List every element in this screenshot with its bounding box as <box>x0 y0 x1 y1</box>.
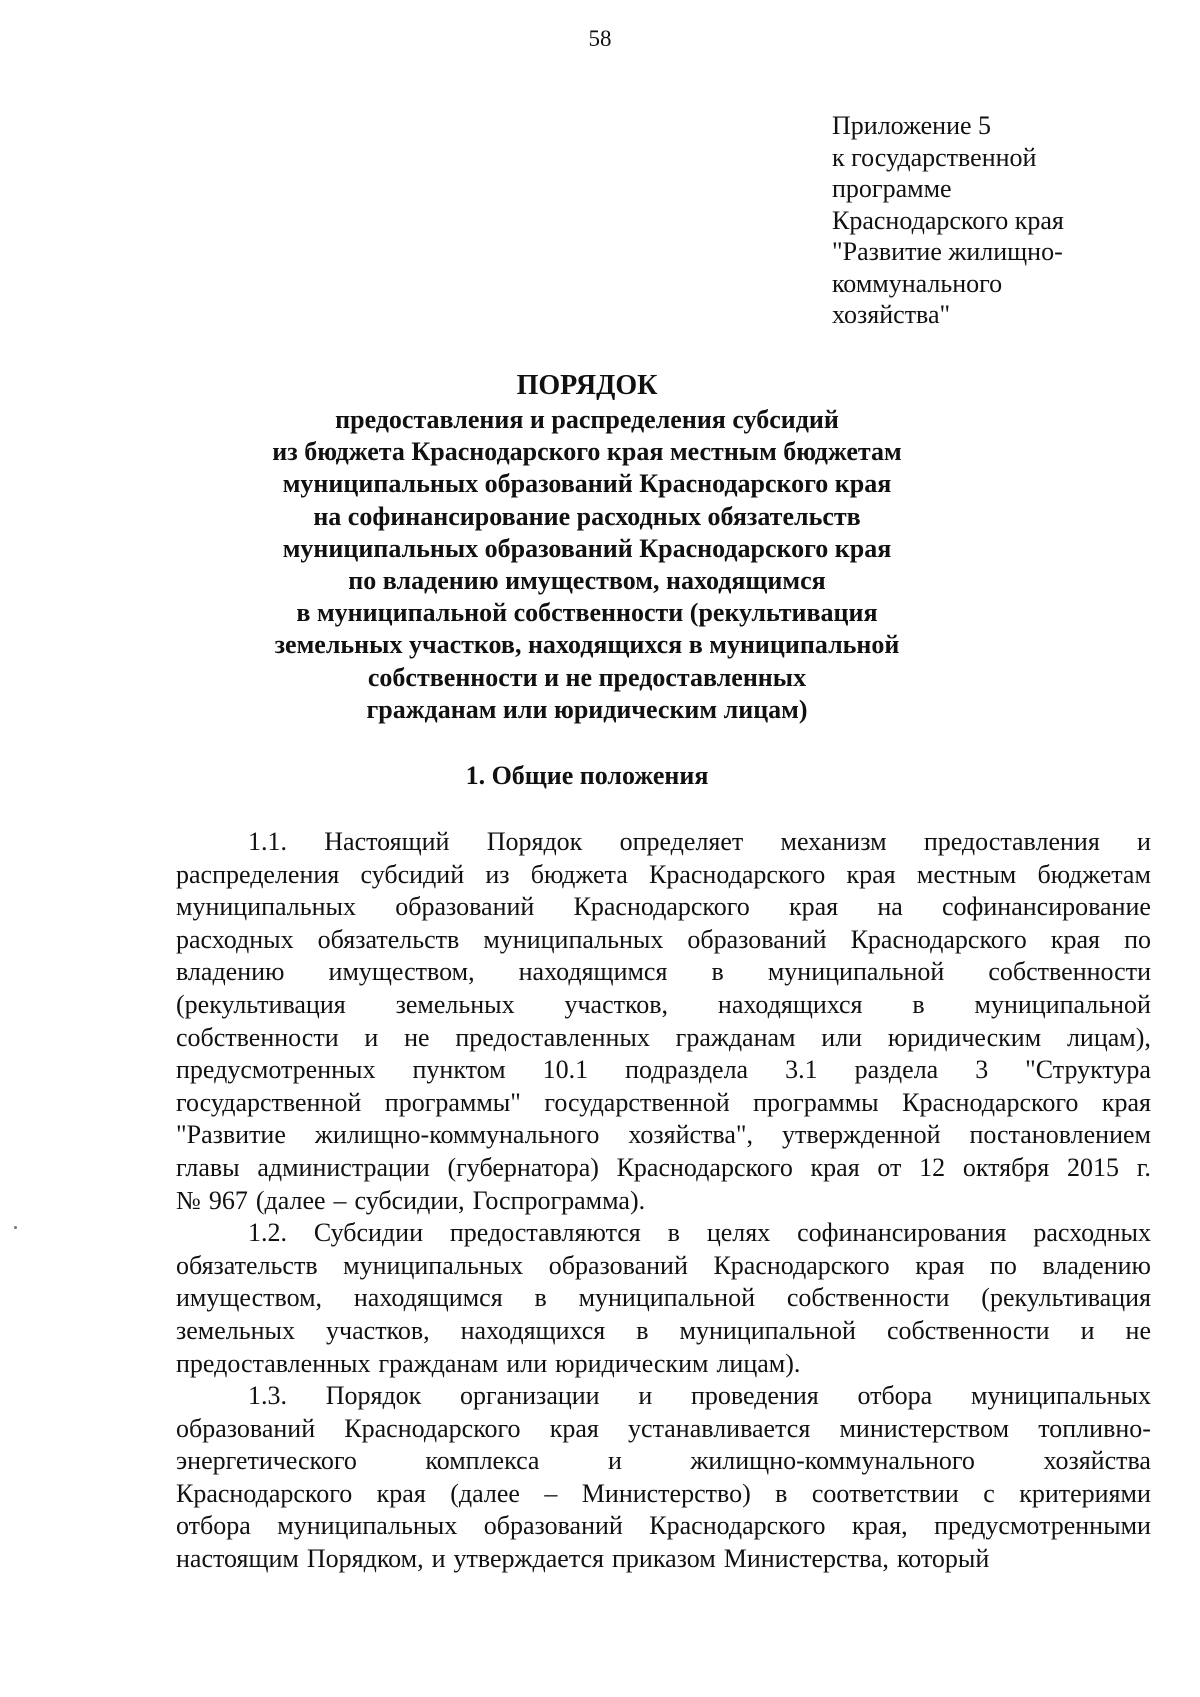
word: муниципальных <box>343 1250 524 1280</box>
word: устанавливается <box>628 1413 811 1443</box>
word: муниципальной <box>679 1315 856 1345</box>
appendix-line: Приложение 5 <box>832 111 992 140</box>
word: октября <box>962 1152 1050 1182</box>
word: края <box>846 859 896 889</box>
text-line <box>176 891 1151 924</box>
text-line <box>248 826 1151 859</box>
text-line <box>176 956 1151 989</box>
title-line: в муниципальной собственности (рекультивация <box>296 598 878 628</box>
word: муниципальной <box>974 989 1151 1019</box>
word: Краснодарского <box>344 1413 521 1443</box>
word: раздела <box>854 1055 939 1085</box>
word: имуществом, <box>328 957 475 987</box>
word: края, <box>851 1511 908 1541</box>
word: комплекса <box>425 1446 540 1476</box>
word: хозяйства", <box>628 1120 754 1150</box>
text-line <box>176 1282 1151 1315</box>
word: топливно- <box>1038 1413 1151 1443</box>
word: не <box>1125 1315 1151 1345</box>
title-line: гражданам или юридическим лицам) <box>366 694 808 724</box>
word: подраздела <box>625 1055 749 1085</box>
word: 3 <box>975 1055 989 1085</box>
word: программы" <box>384 1087 521 1117</box>
word: (губернатора) <box>447 1152 599 1182</box>
word: Министерства, <box>723 1544 889 1574</box>
text-line <box>176 1478 1151 1511</box>
paragraph <box>176 1380 1151 1576</box>
word: находящихся <box>717 989 863 1019</box>
word: целях <box>706 1218 771 1248</box>
text-line <box>176 1250 1151 1283</box>
word: субсидии, <box>354 1185 465 1215</box>
word: Госпрограмма). <box>472 1185 646 1215</box>
word: соответствии <box>811 1478 959 1508</box>
word: определяет <box>619 827 744 856</box>
word: администрации <box>257 1152 430 1182</box>
word: в <box>912 989 925 1019</box>
word: Краснодарского <box>850 924 1027 954</box>
text-line <box>176 1152 1151 1185</box>
title-line: муниципальных образований Краснодарского края <box>282 533 892 563</box>
word: образований <box>687 924 827 954</box>
text-line <box>176 1445 1151 1478</box>
word: образований <box>483 1511 623 1541</box>
word: Краснодарского <box>573 892 750 922</box>
word: 1.3. <box>248 1381 287 1411</box>
word: Краснодарского <box>902 1087 1079 1117</box>
page-number: 58 <box>588 26 612 51</box>
word: Порядок <box>325 1381 422 1411</box>
appendix-line: коммунального <box>832 268 1003 298</box>
word: № <box>176 1185 201 1215</box>
appendix-line: к государственной <box>832 142 1037 172</box>
title-line: из бюджета Краснодарского края местным бюджетам <box>272 437 902 467</box>
word: имуществом, <box>176 1283 323 1313</box>
word: 1.1. <box>248 827 287 856</box>
word: обязательств <box>317 924 460 954</box>
scan-speck <box>14 1226 17 1229</box>
word: на <box>877 892 903 922</box>
word: софинансирования <box>797 1218 1007 1248</box>
word: местным <box>916 859 1017 889</box>
word: и <box>1137 827 1151 856</box>
word: края <box>915 1250 965 1280</box>
word: софинансирование <box>941 892 1151 922</box>
word: Краснодарского <box>649 859 826 889</box>
text-line <box>248 1217 1151 1250</box>
word: гражданам <box>675 1022 796 1052</box>
appendix-line: программе <box>832 174 952 203</box>
appendix-line: хозяйства" <box>832 300 951 329</box>
word: юридическим <box>555 1348 709 1378</box>
word: (рекультивация <box>176 989 346 1019</box>
word: собственности <box>886 1315 1050 1345</box>
word: постановлением <box>969 1120 1151 1150</box>
word: механизм <box>780 827 887 856</box>
word: в <box>775 1478 788 1508</box>
word: или <box>506 1348 548 1378</box>
word: земельных <box>176 1315 296 1345</box>
title-line: по владению имуществом, находящимся <box>348 566 826 596</box>
title-line: муниципальных образований Краснодарского края <box>282 469 892 499</box>
word: юридическим <box>887 1022 1042 1052</box>
word: отбора <box>857 1381 933 1411</box>
word: в <box>636 1315 649 1345</box>
word: края <box>1101 1087 1151 1117</box>
word: жилищно-коммунального <box>690 1446 975 1476</box>
word: муниципальных <box>176 892 357 922</box>
paragraph <box>176 826 1151 1217</box>
word: и <box>638 1381 653 1411</box>
word: участков, <box>326 1315 430 1345</box>
text-line <box>176 1315 1151 1348</box>
word: муниципальной <box>767 957 945 987</box>
word: приказом <box>612 1544 716 1574</box>
word: главы <box>176 1152 240 1182</box>
word: и <box>607 1446 622 1476</box>
word: муниципальных <box>277 1511 458 1541</box>
word: расходных <box>1033 1218 1151 1248</box>
word: утвержденной <box>781 1120 941 1150</box>
text-line <box>176 1543 1151 1576</box>
word: пунктом <box>412 1055 506 1085</box>
word: 2015 <box>1066 1152 1119 1182</box>
text-line <box>176 989 1151 1022</box>
word: края <box>810 1152 860 1182</box>
body-text <box>176 826 1151 1576</box>
word: с <box>983 1478 995 1508</box>
word: предусмотренных <box>176 1055 376 1085</box>
word: края <box>788 892 839 922</box>
word: муниципальных <box>483 924 664 954</box>
title-line: предоставления и распределения субсидий <box>335 405 839 434</box>
appendix-line: Краснодарского края <box>832 205 1064 235</box>
word: субсидий <box>360 859 465 889</box>
word: края <box>1050 924 1101 954</box>
word: – <box>333 1185 347 1215</box>
word: – <box>544 1478 558 1508</box>
word: находящимся <box>353 1283 503 1313</box>
word: по <box>1124 924 1151 954</box>
word: Субсидии <box>313 1218 423 1248</box>
text-line <box>176 859 1151 892</box>
word: муниципальных <box>970 1381 1151 1411</box>
word: от <box>877 1152 902 1182</box>
word: в <box>667 1218 680 1248</box>
word: предусмотренными <box>934 1511 1151 1541</box>
word: бюджетам <box>1037 859 1151 889</box>
word: "Структура <box>1025 1055 1151 1085</box>
word: лицам), <box>1066 1022 1151 1052</box>
word: 967 <box>208 1185 248 1215</box>
word: собственности <box>176 1022 339 1052</box>
paragraph <box>176 1217 1151 1380</box>
word: владению <box>176 957 285 987</box>
word: Краснодарского <box>713 1250 890 1280</box>
word: по <box>989 1250 1017 1280</box>
word: участков, <box>564 989 669 1019</box>
word: 12 <box>919 1152 946 1182</box>
word: образований <box>395 892 535 922</box>
word: государственной <box>544 1087 730 1117</box>
word: проведения <box>690 1381 819 1411</box>
word: Порядок <box>486 827 583 856</box>
word: который <box>896 1544 990 1574</box>
word: предоставляются <box>449 1218 641 1248</box>
word: предоставленных <box>455 1022 650 1052</box>
word: образований <box>176 1413 316 1443</box>
text-line <box>248 1380 1151 1413</box>
section-heading: 1. Общие положения <box>465 761 709 790</box>
word: (далее <box>450 1478 520 1508</box>
word: и <box>364 1022 379 1052</box>
word: не <box>404 1022 430 1052</box>
word: критериями <box>1019 1478 1151 1508</box>
text-line <box>176 924 1151 957</box>
word: (далее <box>255 1185 326 1215</box>
text-line <box>176 1413 1151 1446</box>
word: Краснодарского <box>616 1152 793 1182</box>
title-line: на софинансирование расходных обязательств <box>313 501 861 531</box>
word: (рекультивация <box>981 1283 1151 1313</box>
text-line <box>176 1087 1151 1120</box>
word: "Развитие <box>176 1120 286 1150</box>
word: хозяйства <box>1043 1446 1151 1476</box>
word: находящимся <box>518 957 668 987</box>
word: владению <box>1042 1250 1151 1280</box>
word: 10.1 <box>542 1055 589 1085</box>
word: 3.1 <box>785 1055 818 1085</box>
word: и <box>431 1544 446 1574</box>
word: лицам). <box>716 1348 801 1378</box>
word: в <box>534 1283 547 1313</box>
word: собственности <box>988 957 1151 987</box>
word: настоящим <box>176 1544 299 1574</box>
word: г. <box>1136 1152 1151 1182</box>
word: программы <box>753 1087 879 1117</box>
word: земельных <box>395 989 515 1019</box>
word: предоставленных <box>176 1348 371 1378</box>
word: в <box>711 957 724 987</box>
word: собственности <box>786 1283 950 1313</box>
word: организации <box>460 1381 600 1411</box>
word: из <box>485 859 510 889</box>
word: расходных <box>176 924 294 954</box>
word: края <box>549 1413 599 1443</box>
word: или <box>821 1022 863 1052</box>
title-main: ПОРЯДОК <box>516 370 658 401</box>
word: находящихся <box>460 1315 606 1345</box>
word: министерством <box>839 1413 1010 1443</box>
word: энергетического <box>176 1446 357 1476</box>
document-title <box>150 368 1024 726</box>
word: и <box>1080 1315 1095 1345</box>
word: распределения <box>176 859 340 889</box>
word: государственной <box>176 1087 362 1117</box>
appendix-line: "Развитие жилищно- <box>832 237 1063 266</box>
word: предоставления <box>923 827 1100 856</box>
text-line <box>176 1022 1151 1055</box>
text-line <box>176 1185 1151 1218</box>
word: Министерство) <box>581 1478 751 1508</box>
word: муниципальной <box>578 1283 756 1313</box>
word: Краснодарского <box>649 1511 826 1541</box>
word: Порядком, <box>306 1544 424 1574</box>
text-line <box>176 1510 1151 1543</box>
word: гражданам <box>378 1348 499 1378</box>
word: бюджета <box>530 859 628 889</box>
title-line: собственности и не предоставленных <box>367 662 807 692</box>
word: образований <box>548 1250 688 1280</box>
text-line <box>176 1119 1151 1152</box>
word: утверждается <box>453 1544 605 1574</box>
word: края <box>376 1478 426 1508</box>
text-line <box>176 1054 1151 1087</box>
word: жилищно-коммунального <box>314 1120 600 1150</box>
word: обязательств <box>176 1250 318 1280</box>
word: отбора <box>176 1511 251 1541</box>
word: 1.2. <box>248 1218 287 1248</box>
title-line: земельных участков, находящихся в муниципальной <box>274 630 900 660</box>
text-line <box>176 1348 1151 1381</box>
word: Краснодарского <box>176 1478 353 1508</box>
appendix-block <box>832 110 1162 331</box>
word: Настоящий <box>324 827 450 856</box>
